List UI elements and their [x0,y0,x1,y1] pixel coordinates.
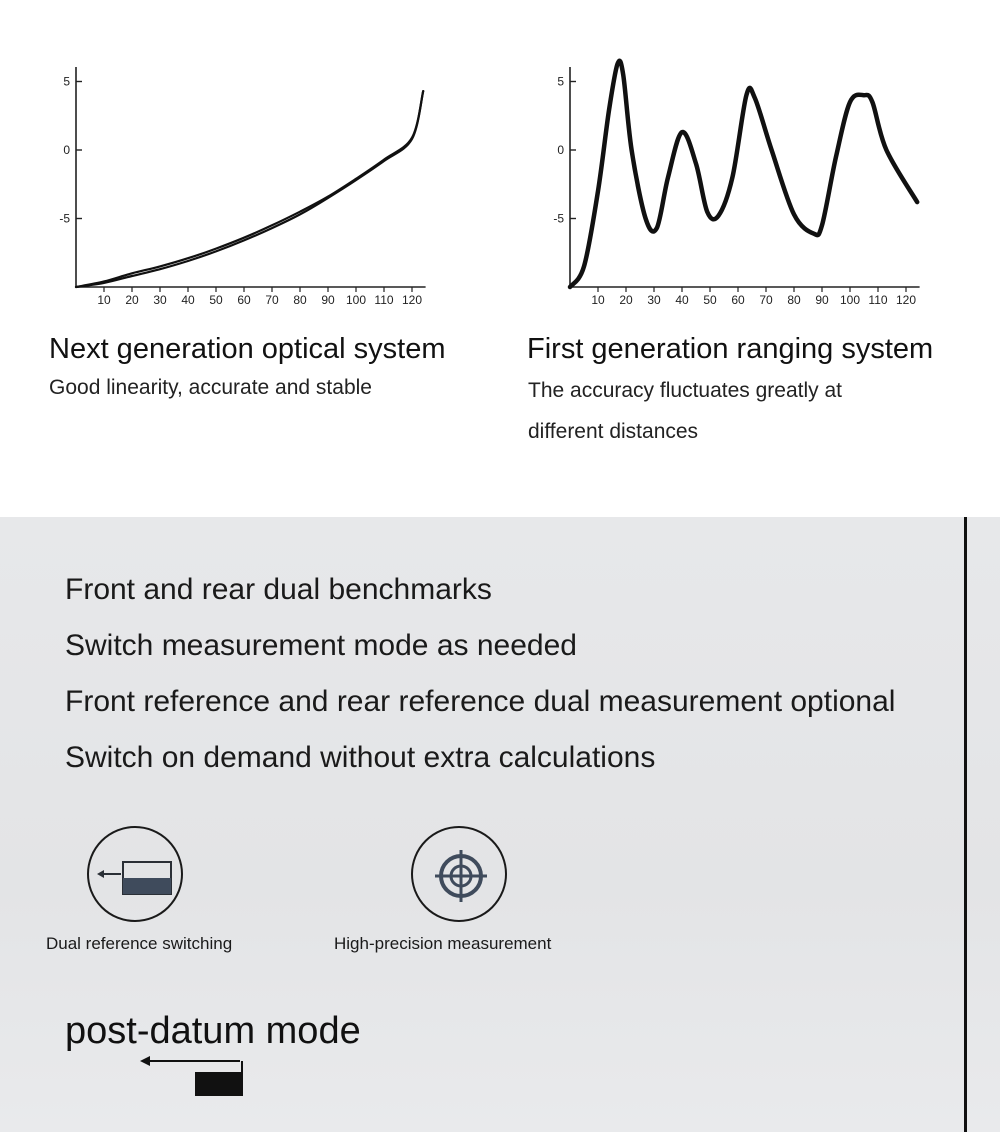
dual-reference-label: Dual reference switching [46,934,233,953]
x-tick-label: 40 [181,293,195,307]
mode-title: post-datum mode [65,1010,361,1052]
x-tick-label: 120 [895,293,917,307]
x-tick-label: 20 [619,293,633,307]
x-tick-label: 110 [374,293,394,307]
feature-text-2: Switch measurement mode as needed [65,629,577,662]
x-tick-label: 50 [703,293,717,307]
chart-ranging-subtitle-line-2: different distances [528,420,699,443]
dual-reference-icon [87,826,183,922]
y-tick-label: 5 [63,74,70,89]
feature-text-1: Front and rear dual benchmarks [65,573,492,606]
x-tick-label: 120 [401,293,423,307]
y-tick-label: 0 [63,143,70,157]
series-line-1 [570,61,917,287]
y-tick-label: -5 [553,211,564,226]
feature-text-3: Front reference and rear reference dual measurement optional [65,685,896,718]
x-tick-label: 50 [209,293,223,307]
chart-ranging-title: First generation ranging system [527,333,934,365]
x-tick-label: 20 [125,293,139,307]
crosshair-target-icon [411,826,507,922]
post-datum-icon [140,1050,250,1100]
x-tick-label: 60 [731,293,745,307]
chart-ranging-system [534,55,954,315]
chart-optical-title: Next generation optical system [49,333,446,365]
x-tick-label: 60 [237,293,251,307]
x-tick-label: 40 [675,293,689,307]
x-tick-label: 30 [647,293,661,307]
chart-ranging-subtitle-line-1: The accuracy fluctuates greatly at [528,379,842,402]
x-tick-label: 80 [293,293,307,307]
x-tick-label: 10 [591,293,605,307]
feature-text-4: Switch on demand without extra calculations [65,741,656,774]
x-tick-label: 90 [815,293,829,307]
y-tick-label: 5 [557,74,564,89]
x-tick-label: 80 [787,293,801,307]
x-tick-label: 100 [839,293,861,307]
x-tick-label: 100 [345,293,367,307]
y-tick-label: 0 [557,143,564,157]
high-precision-label: High-precision measurement [334,934,552,953]
chart-optical-system [40,55,460,315]
vertical-divider [964,517,967,1132]
x-tick-label: 90 [321,293,335,307]
x-tick-label: 70 [759,293,773,307]
x-tick-label: 30 [153,293,167,307]
series-line-1 [76,91,423,287]
series-line-2 [76,91,423,287]
x-tick-label: 70 [265,293,279,307]
chart-optical-subtitle: Good linearity, accurate and stable [49,376,372,399]
x-tick-label: 10 [97,293,111,307]
x-tick-label: 110 [868,293,888,307]
y-tick-label: -5 [59,211,70,226]
